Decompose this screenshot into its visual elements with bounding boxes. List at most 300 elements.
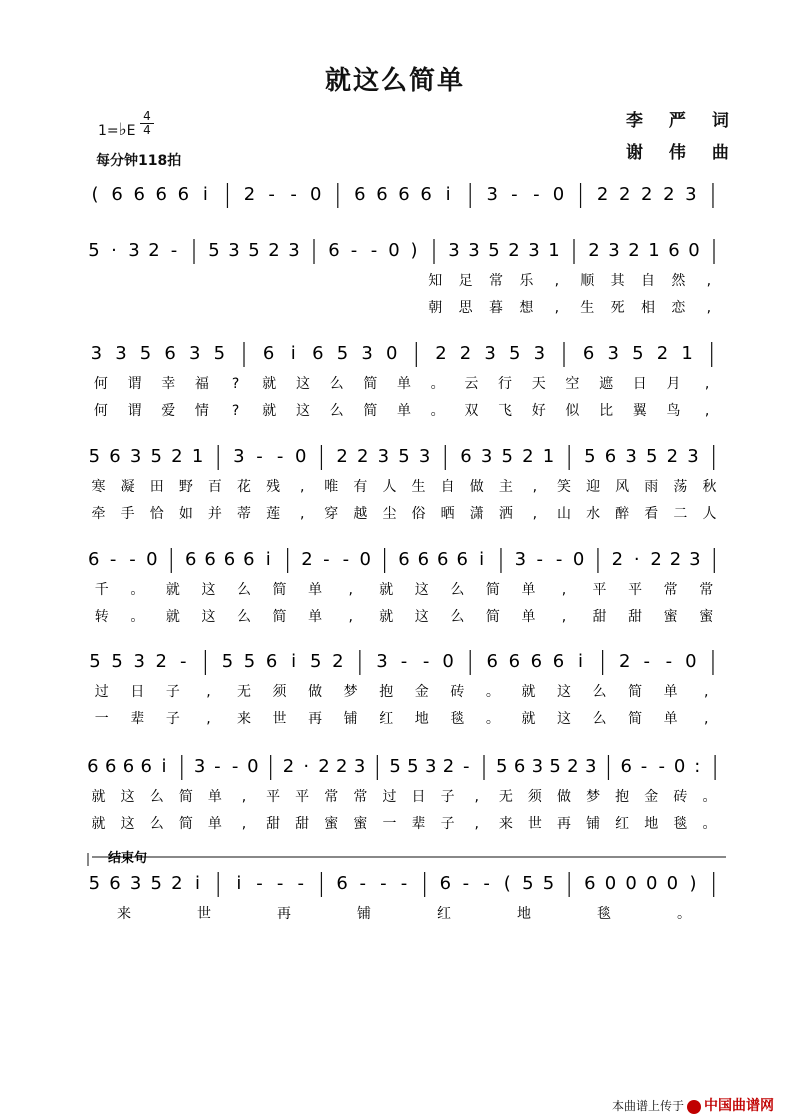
note: 5 bbox=[150, 446, 162, 467]
note: 6 bbox=[184, 549, 197, 570]
note: 3 bbox=[133, 651, 145, 672]
lyric-char: 就 bbox=[379, 609, 394, 625]
lyric-char: , bbox=[532, 479, 538, 495]
lyric-char: 单 bbox=[308, 609, 323, 625]
lyric-char: 秋 bbox=[702, 479, 717, 495]
lyric-char: 幸 bbox=[161, 376, 176, 392]
lyric-char: , bbox=[561, 582, 567, 598]
lyric-char: 然 bbox=[671, 273, 686, 289]
note: 6 bbox=[87, 549, 100, 570]
lyric-char: 抱 bbox=[379, 684, 394, 700]
note: i bbox=[161, 756, 167, 777]
note: ( bbox=[503, 873, 511, 894]
note: 3 bbox=[480, 446, 493, 467]
time-signature-top: 4 bbox=[143, 109, 151, 123]
lyric-char: , bbox=[554, 273, 560, 289]
note: - bbox=[536, 549, 544, 570]
note: 3 bbox=[584, 756, 597, 777]
note: 3 bbox=[90, 343, 103, 364]
note: - bbox=[350, 240, 358, 261]
lyric-char: , bbox=[561, 609, 567, 625]
lyric-char: 福 bbox=[194, 376, 209, 392]
lyric-char: 寒 bbox=[91, 479, 106, 495]
lyric-char: 看 bbox=[644, 506, 659, 522]
lyric-char: 这 bbox=[120, 789, 135, 805]
lyric-char: 自 bbox=[440, 479, 455, 495]
note: i bbox=[479, 549, 485, 570]
note: 2 bbox=[641, 184, 653, 205]
note: 5 bbox=[584, 446, 596, 467]
note: 5 bbox=[150, 873, 162, 894]
note: 6 bbox=[223, 549, 236, 570]
note: 5 bbox=[208, 240, 220, 261]
note: 6 bbox=[439, 873, 452, 894]
lyric-char: 日 bbox=[130, 684, 145, 700]
lyric-char: 就 bbox=[379, 582, 394, 598]
lyric-char: 笑 bbox=[557, 479, 571, 495]
lyric-char: 简 bbox=[272, 609, 287, 625]
note: 5 bbox=[248, 240, 260, 261]
lyric-char: 红 bbox=[379, 711, 394, 727]
note: ( bbox=[91, 184, 99, 205]
lyric-char: 一 bbox=[94, 711, 109, 727]
lyric-char: 生 bbox=[411, 479, 426, 495]
lyric-char: 毯 bbox=[673, 816, 688, 832]
lyric-char: 平 bbox=[266, 789, 281, 805]
note: - bbox=[180, 651, 187, 672]
lyric-char: 世 bbox=[272, 711, 287, 727]
site-logo-icon bbox=[687, 1100, 701, 1114]
lyric-char: 二 bbox=[673, 506, 688, 522]
note: 0 bbox=[685, 651, 697, 672]
lyric-char: 这 bbox=[414, 609, 429, 625]
lyric-char: 么 bbox=[450, 609, 465, 625]
note: - bbox=[555, 549, 563, 570]
lyric-char: 并 bbox=[207, 506, 222, 522]
lyric-char: 么 bbox=[329, 376, 344, 392]
lyric-char: 无 bbox=[237, 684, 251, 700]
note: ) bbox=[689, 873, 697, 894]
lyric-char: 蜜 bbox=[324, 816, 339, 832]
lyric-char: 人 bbox=[702, 506, 717, 522]
note: 3 bbox=[685, 184, 697, 205]
note: 6 bbox=[122, 756, 135, 777]
lyric-char: 其 bbox=[610, 273, 625, 289]
lyric-char: , bbox=[348, 582, 353, 598]
note: 2 bbox=[435, 343, 447, 364]
lyric-char: 再 bbox=[557, 816, 571, 832]
note: 6 bbox=[155, 184, 167, 205]
note: 2 bbox=[336, 446, 348, 467]
lyric-char: 山 bbox=[557, 506, 571, 522]
note: 2 bbox=[268, 240, 280, 261]
lyric-char: 尘 bbox=[382, 506, 397, 522]
note: - bbox=[422, 651, 430, 672]
note: 5 bbox=[522, 873, 534, 894]
lyric-char: , bbox=[241, 816, 247, 832]
lyric-char: 甜 bbox=[295, 816, 310, 832]
lyric-char: 世 bbox=[197, 906, 211, 922]
note: 2 bbox=[148, 240, 160, 261]
lyric-char: 比 bbox=[599, 403, 614, 419]
note: 3 bbox=[424, 756, 437, 777]
note: - bbox=[665, 651, 673, 672]
lyric-char: 洒 bbox=[498, 506, 513, 522]
lyric-char: 蜜 bbox=[699, 609, 714, 625]
note: · bbox=[303, 756, 310, 777]
lyric-char: 这 bbox=[201, 609, 216, 625]
note: i bbox=[195, 873, 201, 894]
lyric-char: 做 bbox=[308, 684, 323, 700]
lyric-char: 金 bbox=[414, 684, 429, 700]
note: 6 bbox=[177, 184, 190, 205]
note: 0 bbox=[309, 184, 322, 205]
lyric-char: 就 bbox=[521, 684, 536, 700]
note: 2 bbox=[567, 756, 579, 777]
lyric-char: 。 bbox=[485, 684, 500, 700]
note: - bbox=[462, 873, 470, 894]
note: 6 bbox=[508, 651, 521, 672]
lyric-char: 何 bbox=[93, 403, 108, 419]
lyric-char: 常 bbox=[663, 582, 678, 598]
note: 6 bbox=[376, 184, 388, 205]
note: 0 bbox=[646, 873, 658, 894]
note: 5 bbox=[496, 756, 508, 777]
lyric-char: 简 bbox=[363, 403, 378, 419]
note: 6 bbox=[262, 343, 275, 364]
note: - bbox=[290, 184, 297, 205]
lyric-char: 唯 bbox=[324, 479, 339, 495]
lyric-char: 野 bbox=[178, 479, 193, 495]
key-note: E bbox=[126, 123, 136, 139]
lyric-char: 这 bbox=[295, 403, 310, 419]
lyric-char: , bbox=[206, 711, 211, 727]
note: 3 bbox=[514, 549, 527, 570]
lyric-char: 朝 bbox=[428, 300, 443, 316]
key-prefix: 1= bbox=[98, 123, 119, 139]
lyric-char: 就 bbox=[262, 403, 277, 419]
note: 5 bbox=[139, 343, 152, 364]
note: 3 bbox=[353, 756, 366, 777]
lyric-char: , bbox=[554, 300, 560, 316]
note: - bbox=[214, 756, 221, 777]
lyric-char: 天 bbox=[531, 376, 546, 392]
lyric-char: 世 bbox=[527, 816, 542, 832]
note: 6 bbox=[87, 756, 99, 777]
lyric-char: 好 bbox=[531, 403, 546, 419]
note: 2 bbox=[669, 549, 682, 570]
lyric-char: 云 bbox=[464, 376, 479, 392]
note: : bbox=[694, 756, 701, 777]
note: 6 bbox=[133, 184, 145, 205]
note: 3 bbox=[689, 549, 701, 570]
lyric-char: 越 bbox=[353, 506, 368, 522]
lyric-char: 穿 bbox=[324, 506, 339, 522]
lyric-char: 这 bbox=[295, 376, 310, 392]
note: 2 bbox=[663, 184, 675, 205]
lyric-char: 手 bbox=[120, 506, 135, 522]
note: - bbox=[370, 240, 378, 261]
note: 6 bbox=[164, 343, 176, 364]
note: 0 bbox=[442, 651, 454, 672]
lyric-char: , bbox=[299, 506, 305, 522]
lyric-char: 雨 bbox=[644, 479, 659, 495]
note: 2 bbox=[301, 549, 313, 570]
lyric-char: 就 bbox=[91, 816, 106, 832]
lyric-char: 有 bbox=[353, 479, 368, 495]
lyric-char: 来 bbox=[237, 711, 251, 727]
note: 6 bbox=[109, 873, 121, 894]
lyric-char: 思 bbox=[458, 300, 473, 316]
lyric-char: 常 bbox=[699, 582, 714, 598]
note: i bbox=[202, 184, 208, 205]
lyric-char: 潇 bbox=[469, 506, 484, 522]
note: - bbox=[359, 873, 366, 894]
note: - bbox=[462, 756, 470, 777]
lyric-char: , bbox=[532, 506, 538, 522]
lyric-char: 单 bbox=[663, 711, 678, 727]
note: 5 bbox=[407, 756, 419, 777]
note: 5 bbox=[509, 343, 521, 364]
note: 2 bbox=[628, 240, 640, 261]
note: - bbox=[323, 549, 330, 570]
note: 3 bbox=[528, 240, 540, 261]
lyric-char: 地 bbox=[644, 816, 659, 832]
lyric-char: 遮 bbox=[599, 376, 614, 392]
lyric-char: 暮 bbox=[489, 300, 503, 316]
lyric-char: , bbox=[241, 789, 247, 805]
lyric-char: 简 bbox=[628, 711, 643, 727]
lyric-char: 田 bbox=[149, 479, 164, 495]
lyric-char: 这 bbox=[201, 582, 216, 598]
note: 2 bbox=[656, 343, 669, 364]
note: 6 bbox=[336, 873, 348, 894]
song-title: 就这么简单 bbox=[324, 66, 465, 96]
note: 6 bbox=[111, 184, 123, 205]
lyric-char: 简 bbox=[363, 376, 378, 392]
lyric-char: 日 bbox=[411, 789, 426, 805]
lyric-char: 就 bbox=[165, 582, 180, 598]
note: i bbox=[445, 184, 451, 205]
lyric-char: 地 bbox=[414, 711, 429, 727]
footer-prefix: 本曲谱上传于 bbox=[611, 1099, 684, 1113]
lyric-char: 单 bbox=[521, 582, 536, 598]
note: 2 bbox=[666, 446, 679, 467]
lyric-char: 地 bbox=[517, 906, 531, 922]
footer-brand: 中国曲谱网 bbox=[704, 1098, 774, 1114]
lyric-char: 毯 bbox=[597, 906, 611, 922]
note: 3 bbox=[607, 343, 619, 364]
note: 3 bbox=[233, 446, 245, 467]
note: 5 bbox=[336, 343, 349, 364]
note: 3 bbox=[377, 446, 390, 467]
lyric-char: 平 bbox=[295, 789, 310, 805]
lyric-char: 常 bbox=[353, 789, 368, 805]
note: - bbox=[170, 240, 178, 261]
lyric-char: 水 bbox=[586, 506, 601, 522]
note: - bbox=[658, 756, 666, 777]
note: 6 bbox=[398, 184, 410, 205]
lyric-char: 平 bbox=[628, 582, 643, 598]
lyric-char: 。 bbox=[430, 403, 445, 419]
lyric-char: 么 bbox=[237, 582, 251, 598]
lyric-char: 单 bbox=[397, 403, 411, 419]
note: 0 bbox=[146, 549, 158, 570]
note: 0 bbox=[552, 184, 565, 205]
lyric-char: 么 bbox=[149, 816, 164, 832]
note: 2 bbox=[650, 549, 662, 570]
lyric-char: 空 bbox=[565, 376, 580, 392]
lyric-char: 似 bbox=[565, 403, 580, 419]
note: 3 bbox=[486, 184, 499, 205]
note: 2 bbox=[171, 873, 183, 894]
lyricist-credit: 李 严 词 bbox=[626, 111, 739, 131]
note: - bbox=[256, 446, 263, 467]
lyric-char: 无 bbox=[498, 789, 513, 805]
note: 5 bbox=[501, 446, 513, 467]
note: 6 bbox=[204, 549, 216, 570]
note: 5 bbox=[632, 343, 644, 364]
lyric-char: 么 bbox=[450, 582, 465, 598]
lyric-char: , bbox=[348, 609, 353, 625]
lyric-char: 行 bbox=[498, 376, 513, 392]
lyric-char: 相 bbox=[641, 300, 655, 316]
note: 0 bbox=[295, 446, 307, 467]
note: 2 bbox=[588, 240, 600, 261]
note: 6 bbox=[456, 549, 468, 570]
lyric-char: 梦 bbox=[586, 789, 601, 805]
note: - bbox=[276, 873, 284, 894]
lyric-char: 这 bbox=[557, 684, 571, 700]
lyric-char: 就 bbox=[262, 376, 277, 392]
note: i bbox=[291, 651, 297, 672]
note: 1 bbox=[548, 240, 560, 261]
lyric-char: 百 bbox=[207, 479, 222, 495]
lyric-char: 单 bbox=[308, 582, 323, 598]
lyric-char: 乐 bbox=[519, 273, 534, 289]
lyric-char: 晒 bbox=[440, 506, 455, 522]
note: 2 bbox=[282, 756, 295, 777]
lyric-char: 莲 bbox=[266, 506, 281, 522]
lyric-char: 如 bbox=[178, 506, 193, 522]
lyric-char: 铺 bbox=[586, 816, 601, 832]
note: 6 bbox=[460, 446, 472, 467]
note: 3 bbox=[129, 873, 142, 894]
note: 0 bbox=[625, 873, 637, 894]
lyric-char: 甜 bbox=[628, 609, 643, 625]
lyric-char: 谓 bbox=[127, 403, 142, 419]
lyric-char: 就 bbox=[165, 609, 180, 625]
lyric-char: , bbox=[299, 479, 305, 495]
lyric-char: 牵 bbox=[91, 506, 106, 522]
lyric-char: 抱 bbox=[615, 789, 630, 805]
note: 3 bbox=[448, 240, 460, 261]
note: 6 bbox=[417, 549, 430, 570]
lyric-char: 平 bbox=[592, 582, 607, 598]
note: i bbox=[265, 549, 271, 570]
lyric-char: 死 bbox=[610, 300, 625, 316]
note: 6 bbox=[140, 756, 152, 777]
note: 2 bbox=[155, 651, 167, 672]
note: i bbox=[236, 873, 242, 894]
lyric-char: 金 bbox=[644, 789, 659, 805]
note: 2 bbox=[508, 240, 520, 261]
note: 0 bbox=[666, 873, 679, 894]
lyric-char: , bbox=[706, 300, 712, 316]
note: 3 bbox=[189, 343, 201, 364]
lyric-char: 梦 bbox=[343, 684, 358, 700]
lyric-char: 凝 bbox=[120, 479, 135, 495]
lyric-char: 。 bbox=[677, 906, 691, 922]
lyric-char: , bbox=[703, 684, 709, 700]
note: 5 bbox=[88, 446, 101, 467]
lyric-char: 简 bbox=[485, 609, 500, 625]
lyric-char: 再 bbox=[308, 711, 323, 727]
note: - bbox=[483, 873, 490, 894]
note: 3 bbox=[687, 446, 699, 467]
note: 2 bbox=[336, 756, 348, 777]
note: 0 bbox=[247, 756, 259, 777]
lyric-char: 。 bbox=[702, 816, 717, 832]
lyric-char: 俗 bbox=[411, 506, 426, 522]
lyric-char: 红 bbox=[615, 816, 630, 832]
lyric-char: 简 bbox=[485, 582, 500, 598]
lyric-char: 爱 bbox=[161, 403, 176, 419]
lyric-char: 主 bbox=[498, 479, 513, 495]
note: 2 bbox=[171, 446, 183, 467]
note: 6 bbox=[604, 446, 617, 467]
note: 3 bbox=[228, 240, 240, 261]
note: 3 bbox=[418, 446, 431, 467]
lyric-char: 这 bbox=[557, 711, 571, 727]
lyric-char: 单 bbox=[207, 816, 222, 832]
note: 3 bbox=[533, 343, 546, 364]
lyric-char: 谓 bbox=[127, 376, 142, 392]
note: 6 bbox=[109, 446, 121, 467]
lyric-char: 做 bbox=[469, 479, 484, 495]
note: 0 bbox=[359, 549, 371, 570]
lyric-char: 醉 bbox=[615, 506, 630, 522]
note: 5 bbox=[398, 446, 410, 467]
note: 3 bbox=[128, 240, 140, 261]
lyric-char: 子 bbox=[165, 684, 180, 700]
flat-symbol: ♭ bbox=[118, 120, 127, 140]
note: 1 bbox=[191, 446, 204, 467]
note: 2 bbox=[522, 446, 534, 467]
note: 3 bbox=[484, 343, 496, 364]
note: - bbox=[400, 651, 408, 672]
lyric-char: 恋 bbox=[671, 300, 686, 316]
note: · bbox=[633, 549, 640, 570]
lyric-char: 简 bbox=[178, 789, 193, 805]
note: 0 bbox=[388, 240, 400, 261]
note: 1 bbox=[542, 446, 555, 467]
note: 0 bbox=[604, 873, 617, 894]
lyric-char: 单 bbox=[207, 789, 222, 805]
note: 3 bbox=[625, 446, 637, 467]
note: - bbox=[268, 184, 275, 205]
note: 2 bbox=[318, 756, 330, 777]
lyric-char: 辈 bbox=[130, 711, 145, 727]
note: 6 bbox=[398, 549, 410, 570]
note: 3 bbox=[361, 343, 373, 364]
note: 3 bbox=[531, 756, 544, 777]
lyric-char: 足 bbox=[458, 273, 473, 289]
lyric-char: 来 bbox=[498, 816, 513, 832]
lyric-char: 子 bbox=[440, 816, 455, 832]
note: 5 bbox=[542, 873, 555, 894]
lyric-char: 辈 bbox=[411, 816, 426, 832]
